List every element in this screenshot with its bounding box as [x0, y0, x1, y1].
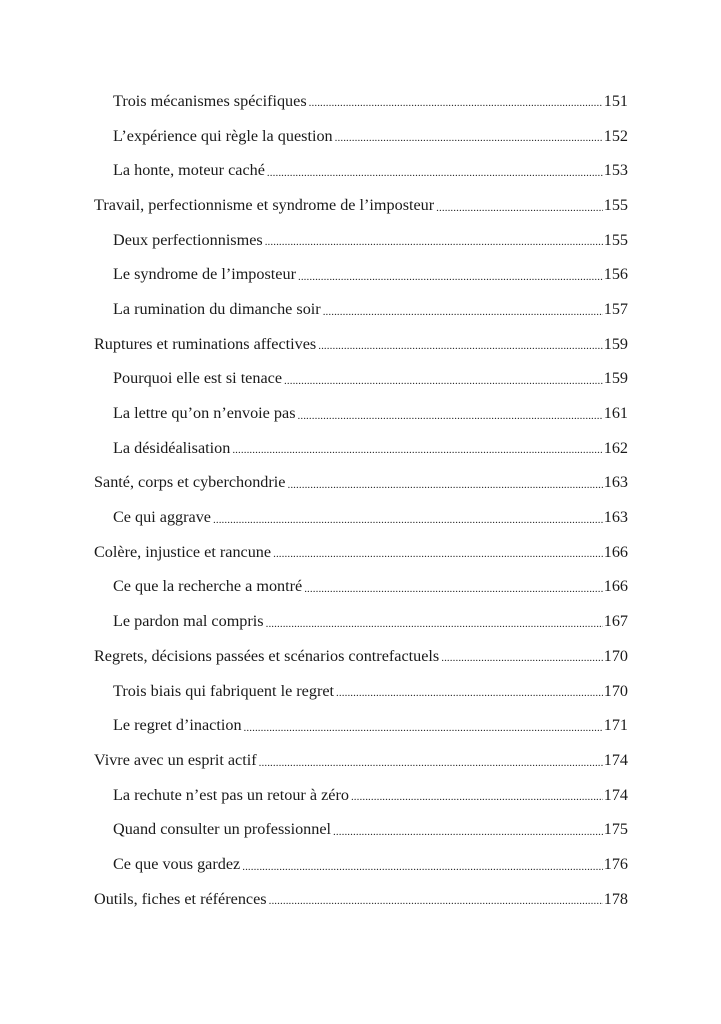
toc-page-number: 178 — [603, 889, 628, 908]
toc-chapter-entry — [94, 882, 628, 917]
toc-page-number: 170 — [603, 681, 628, 700]
dot-leader — [242, 856, 603, 872]
toc-section-entry — [94, 362, 628, 397]
toc-chapter-entry — [94, 188, 628, 223]
toc-page-number: 155 — [603, 195, 628, 214]
toc-entry-title: Trois mécanismes spécifiques — [113, 91, 307, 110]
dot-leader — [436, 197, 603, 213]
dot-leader — [232, 440, 602, 456]
toc-entry-title: Outils, fiches et références — [94, 889, 267, 908]
toc-entry-title: Ce que la recherche a montré — [113, 577, 303, 596]
toc-page-number: 166 — [603, 542, 628, 561]
toc-entry-title: Le pardon mal compris — [113, 612, 264, 631]
dot-leader — [309, 93, 603, 109]
toc-section-entry — [94, 674, 628, 709]
dot-leader — [441, 648, 603, 664]
toc-page-number: 176 — [603, 854, 628, 873]
toc-entry-title: Deux perfectionnismes — [113, 230, 263, 249]
toc-entry-title: Vivre avec un esprit actif — [94, 750, 257, 769]
toc-section-entry — [94, 431, 628, 466]
toc-entry-title: Ruptures et ruminations affectives — [94, 334, 317, 353]
dot-leader — [336, 683, 603, 699]
dot-leader — [323, 301, 603, 317]
dot-leader — [259, 752, 603, 768]
table-of-contents — [94, 84, 628, 917]
toc-entry-title: Trois biais qui fabriquent le regret — [113, 681, 335, 700]
toc-page-number: 159 — [603, 334, 628, 353]
toc-chapter-entry — [94, 535, 628, 570]
toc-entry-title: Colère, injustice et rancune — [94, 542, 272, 561]
dot-leader — [269, 891, 603, 907]
toc-page-number: 162 — [603, 438, 628, 457]
toc-section-entry — [94, 153, 628, 188]
toc-entry-title: Ce que vous gardez — [113, 854, 241, 873]
toc-section-entry — [94, 500, 628, 535]
toc-section-entry — [94, 223, 628, 258]
dot-leader — [304, 579, 603, 595]
toc-entry-title: La désidéalisation — [113, 438, 231, 457]
dot-leader — [244, 718, 603, 734]
dot-leader — [273, 544, 603, 560]
toc-section-entry — [94, 604, 628, 639]
toc-entry-title: La honte, moteur caché — [113, 161, 265, 180]
toc-chapter-entry — [94, 466, 628, 501]
toc-page-number: 174 — [603, 750, 628, 769]
toc-chapter-entry — [94, 327, 628, 362]
toc-page-number: 153 — [603, 161, 628, 180]
toc-section-entry — [94, 847, 628, 882]
toc-page-number: 159 — [603, 369, 628, 388]
toc-entry-title: Travail, perfectionnisme et syndrome de l’imposteur — [94, 195, 435, 214]
toc-entry-title: La rumination du dimanche soir — [113, 299, 321, 318]
toc-entry-title: Regrets, décisions passées et scénarios contrefactuels — [94, 646, 440, 665]
dot-leader — [265, 232, 603, 248]
dot-leader — [287, 475, 602, 491]
toc-page-number: 171 — [603, 716, 628, 735]
toc-section-entry — [94, 708, 628, 743]
dot-leader — [284, 371, 603, 387]
dot-leader — [335, 128, 603, 144]
toc-page-number: 152 — [603, 126, 628, 145]
toc-section-entry — [94, 292, 628, 327]
toc-section-entry — [94, 778, 628, 813]
toc-page-number: 167 — [603, 612, 628, 631]
toc-entry-title: Pourquoi elle est si tenace — [113, 369, 283, 388]
toc-entry-title: La rechute n’est pas un retour à zéro — [113, 785, 349, 804]
toc-page-number: 175 — [603, 820, 628, 839]
toc-section-entry — [94, 396, 628, 431]
toc-entry-title: Santé, corps et cyberchondrie — [94, 473, 286, 492]
dot-leader — [351, 787, 603, 803]
toc-section-entry — [94, 257, 628, 292]
toc-entry-title: Ce qui aggrave — [113, 508, 211, 527]
toc-page-number: 163 — [603, 508, 628, 527]
toc-entry-title: Le regret d’inaction — [113, 716, 242, 735]
toc-entry-title: Quand consulter un professionnel — [113, 820, 332, 839]
toc-page-number: 155 — [603, 230, 628, 249]
toc-section-entry — [94, 119, 628, 154]
toc-page-number: 156 — [603, 265, 628, 284]
dot-leader — [266, 614, 603, 630]
toc-page-number: 163 — [603, 473, 628, 492]
toc-entry-title: L’expérience qui règle la question — [113, 126, 333, 145]
toc-page-number: 174 — [603, 785, 628, 804]
toc-entry-title: Le syndrome de l’imposteur — [113, 265, 296, 284]
dot-leader — [318, 336, 602, 352]
toc-page-number: 166 — [603, 577, 628, 596]
toc-page-number: 157 — [603, 299, 628, 318]
dot-leader — [213, 510, 603, 526]
toc-page-number: 161 — [603, 404, 628, 423]
toc-page-number: 151 — [603, 91, 628, 110]
toc-entry-title: La lettre qu’on n’envoie pas — [113, 404, 296, 423]
toc-chapter-entry — [94, 639, 628, 674]
dot-leader — [298, 267, 603, 283]
toc-chapter-entry — [94, 743, 628, 778]
toc-section-entry — [94, 84, 628, 119]
dot-leader — [267, 163, 603, 179]
dot-leader — [298, 405, 603, 421]
toc-page-number: 170 — [603, 646, 628, 665]
toc-section-entry — [94, 812, 628, 847]
dot-leader — [333, 822, 603, 838]
toc-section-entry — [94, 570, 628, 605]
